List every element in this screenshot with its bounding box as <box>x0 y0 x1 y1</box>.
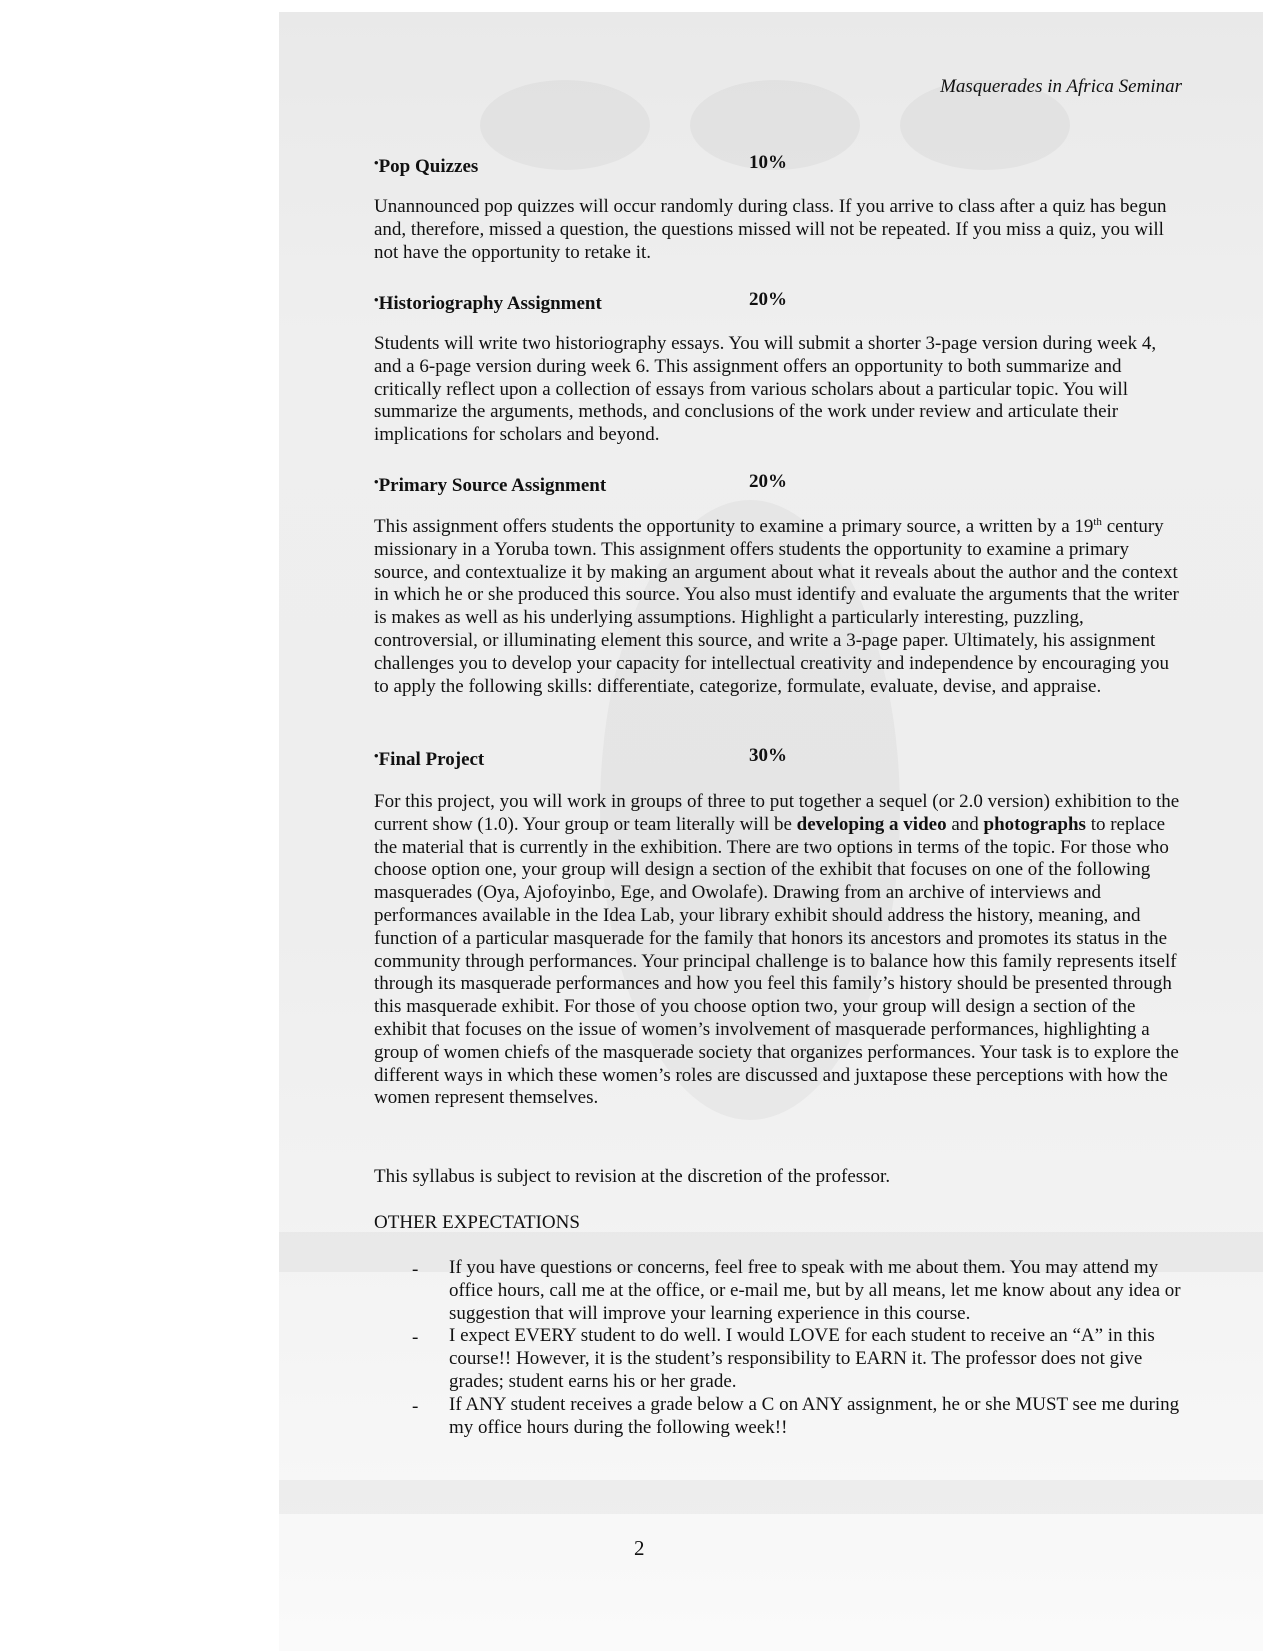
section-description: Unannounced pop quizzes will occur randomly during class. If you arrive to class after a quiz has begun and, therefore, missed a question, the questions missed will not be repeated. If you miss a quiz, you will not have the opportunity to retake it. <box>374 196 1167 263</box>
revision-note: This syllabus is subject to revision at the discretion of the professor. <box>374 1166 891 1187</box>
background-ornament <box>480 80 650 170</box>
section-heading-final-project <box>374 744 787 770</box>
section-title: Final Project <box>378 749 485 770</box>
section-description: This assignment offers students the opportunity to examine a primary source, a written by a 19th century missionary in a Yoruba town. This assignment offers students the opportunity to examine a primary source, and contextualize it by making an argument about what it reveals about the author and the context in which he or she produced this source. You also must identify and evaluate the arguments that the writer is makes as well as his underlying assumptions. Highlight a particularly interesting, puzzling, controversial, or illuminating element this source, and write a 3-page paper. Ultimately, his assignment challenges you to develop your capacity for intellectual creativity and independence by encouraging you to apply the following skills: differentiate, categorize, formulate, evaluate, devise, and appraise. <box>374 516 1179 697</box>
bullet-icon: • <box>374 292 379 307</box>
expectations-list <box>374 1257 1182 1439</box>
bullet-icon: • <box>374 155 379 170</box>
bullet-icon: • <box>374 474 379 489</box>
section-description: Students will write two historiography essays. You will submit a shorter 3-page version during week 4, and a 6-page version during week 6. This assignment offers an opportunity to both summarize and critically reflect upon a collection of essays from various scholars about a particular topic. You will summarize the arguments, methods, and conclusions of the work under review and articulate their implications for scholars and beyond. <box>374 333 1157 446</box>
section-heading-primary-source <box>374 470 787 496</box>
section-weight: 20% <box>749 471 787 492</box>
section-heading-pop-quizzes <box>374 151 787 177</box>
bullet-icon: • <box>374 748 379 763</box>
expectations-title: OTHER EXPECTATIONS <box>374 1212 580 1233</box>
section-title: Primary Source Assignment <box>378 475 607 496</box>
list-item: - If you have questions or concerns, feel free to speak with me about them. You may attend my office hours, call me at the office, or e-mail me, but by all means, let me know about any idea or suggestion that will improve your learning experience in this course. <box>412 1257 1181 1324</box>
section-heading-historiography <box>374 288 787 314</box>
dash-marker: - <box>412 1327 419 1349</box>
section-weight: 10% <box>749 152 787 173</box>
dash-marker: - <box>412 1259 419 1280</box>
background-band <box>279 1480 1263 1514</box>
page-number: 2 <box>634 1536 645 1560</box>
section-weight: 30% <box>749 745 787 766</box>
dash-marker: - <box>412 1395 419 1417</box>
section-title: Historiography Assignment <box>378 293 602 314</box>
list-item: - I expect EVERY student to do well. I would LOVE for each student to receive an “A” in this course!! However, it is the student’s responsibility to EARN it. The professor does not give grades; student earns his or her grade. <box>412 1325 1155 1392</box>
section-weight: 20% <box>749 289 787 310</box>
list-item: - If ANY student receives a grade below a C on ANY assignment, he or she MUST see me during my office hours during the following week!! <box>412 1393 1180 1438</box>
section-title: Pop Quizzes <box>378 156 479 177</box>
section-description: For this project, you will work in groups of three to put together a sequel (or 2.0 version) exhibition to the current show (1.0). Your group or team literally will be developing a video and photographs to replace the material that is currently in the exhibition. There are two options in terms of the topic. For those who choose option one, your group will design a section of the exhibit that focuses on one of the following masquerades (Oya, Ajofoyinbo, Ege, and Owolafe). Drawing from an archive of interviews and performances available in the Idea Lab, your library exhibit should address the history, meaning, and function of a particular masquerade for the family that honors its ancestors and promotes its status in the community through performances. Your principal challenge is to balance how this family represents itself through its masquerade performances and how you feel this family’s history should be presented through this masquerade exhibit. For those of you choose option two, your group will design a section of the exhibit that focuses on the issue of women’s involvement of masquerade performances, highlighting a group of women chiefs of the masquerade society that organizes performances. Your task is to explore the different ways in which these women’s roles are discussed and juxtapose these perceptions with how the women represent themselves. <box>374 791 1180 1109</box>
running-header: Masquerades in Africa Seminar <box>940 76 1182 97</box>
